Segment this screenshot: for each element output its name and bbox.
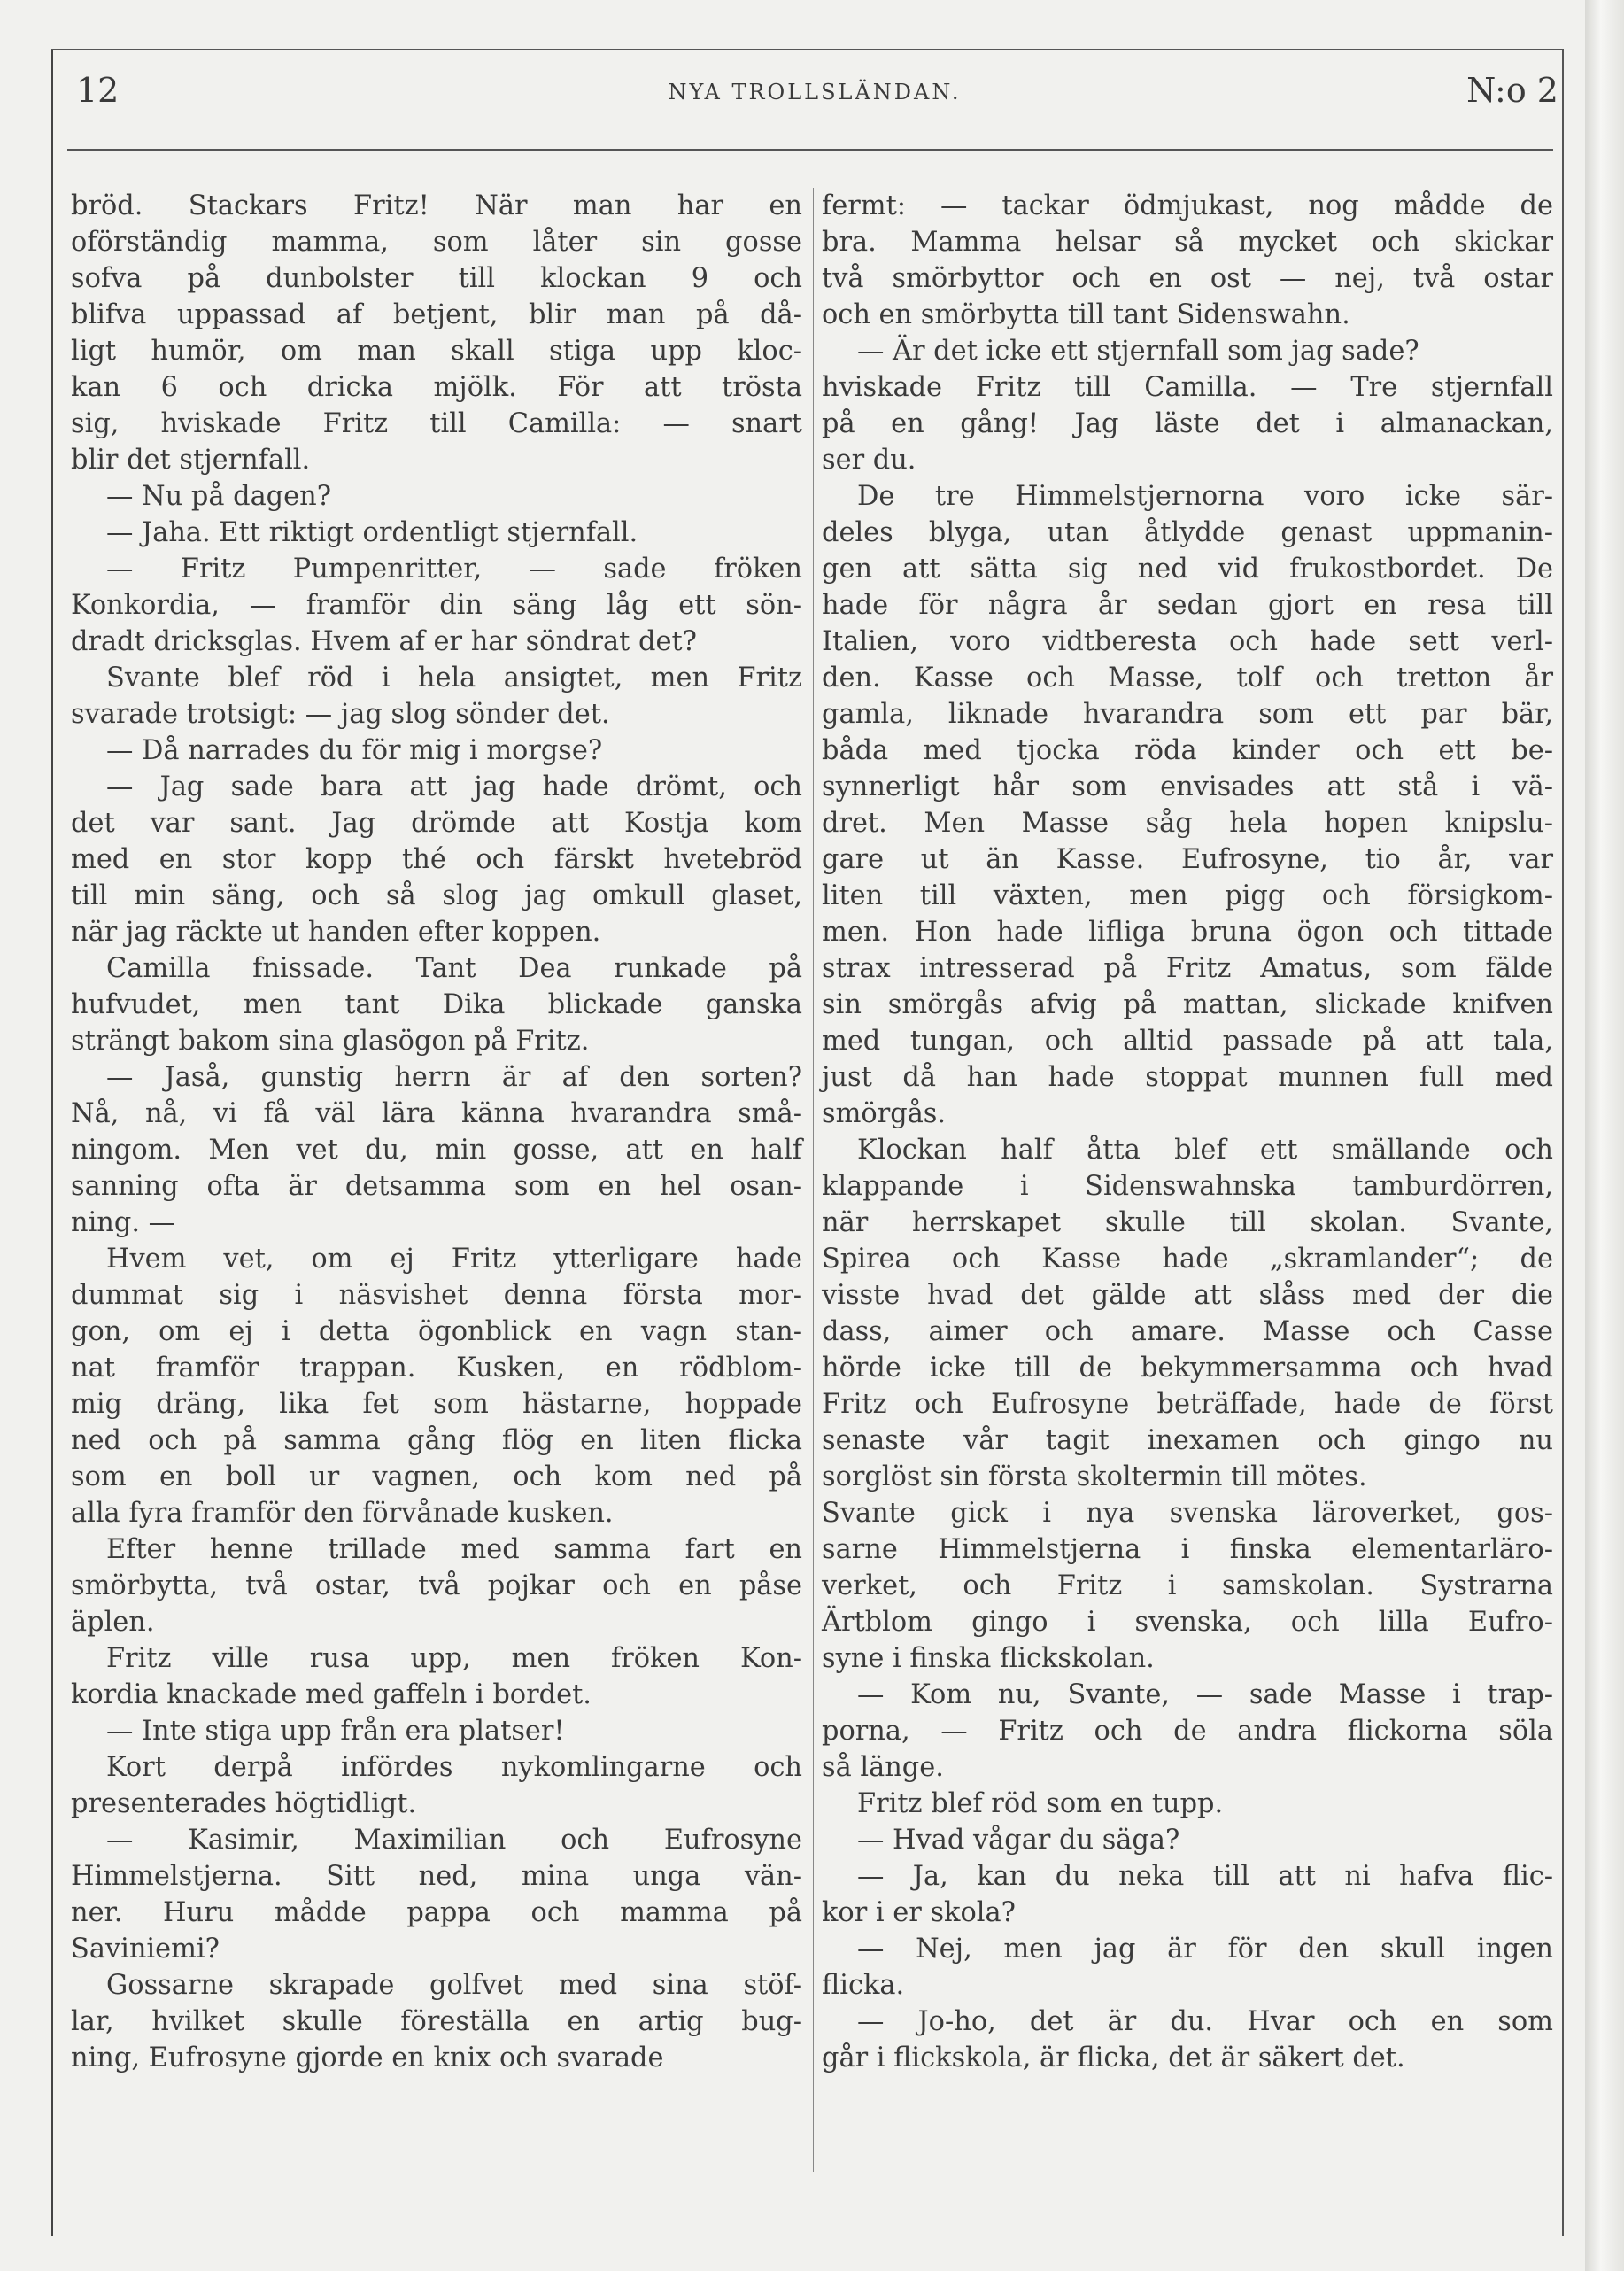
text-line: dradt dricksglas. Hvem af er har söndrat det? — [71, 626, 697, 657]
text-line: synnerligt hår som envisades att stå i vä- — [822, 771, 1553, 802]
text-line: deles blyga, utan åtlydde genast uppmanin- — [822, 517, 1553, 548]
text-line: som en boll ur vagnen, och kom ned på — [71, 1461, 802, 1492]
text-line: Nå, nå, vi få väl lära känna hvarandra små- — [71, 1098, 802, 1129]
text-line: hörde icke till de bekymmersamma och hvad — [822, 1353, 1553, 1384]
text-line: hade för några år sedan gjort en resa till — [822, 590, 1553, 621]
text-line: Kort derpå infördes nykomlingarne och — [106, 1752, 802, 1783]
frame-right-border — [1562, 49, 1564, 2236]
text-line: smörbytta, två ostar, två pojkar och en påse — [71, 1570, 802, 1601]
text-line: liten till växten, men pigg och försigkom- — [822, 880, 1553, 911]
text-line: — Är det icke ett stjernfall som jag sade? — [857, 336, 1419, 367]
text-line: smörgås. — [822, 1098, 947, 1129]
text-line: sanning ofta är detsamma som en hel osan- — [71, 1171, 802, 1202]
text-line: när herrskapet skulle till skolan. Svante, — [822, 1207, 1553, 1238]
text-line: men. Hon hade lifliga bruna ögon och tittade — [822, 917, 1553, 948]
text-line: sarne Himmelstjerna i finska elementarläro- — [822, 1534, 1553, 1565]
text-line: ning. — — [71, 1207, 176, 1238]
text-line: nat framför trappan. Kusken, en rödblom- — [71, 1353, 802, 1384]
text-line: lar, hvilket skulle föreställa en artig bug- — [71, 2006, 802, 2037]
text-line: oförständig mamma, som låter sin gosse — [71, 227, 802, 258]
text-line: mig dräng, lika fet som hästarne, hoppade — [71, 1389, 802, 1420]
text-line: så länge. — [822, 1752, 944, 1783]
text-line: — Då narrades du för mig i morgse? — [106, 735, 603, 766]
text-line: äplen. — [71, 1607, 155, 1638]
text-line: Saviniemi? — [71, 1934, 220, 1965]
text-line: dret. Men Masse såg hela hopen knipslu- — [822, 808, 1553, 839]
text-line: kan 6 och dricka mjölk. För att trösta — [71, 372, 802, 403]
text-line: fermt: — tackar ödmjukast, nog mådde de — [822, 190, 1553, 221]
text-line: — Nej, men jag är för den skull ingen — [857, 1934, 1553, 1965]
text-line: Svante gick i nya svenska läroverket, gos- — [822, 1498, 1553, 1529]
text-line: alla fyra framför den förvånade kusken. — [71, 1498, 614, 1529]
text-line: — Jaha. Ett riktigt ordentligt stjernfall. — [106, 517, 638, 548]
text-line: Gossarne skrapade golfvet med sina stöf- — [106, 1970, 802, 2001]
text-line: flicka. — [822, 1970, 905, 2001]
text-line: — Nu på dagen? — [106, 481, 331, 512]
text-line: hufvudet, men tant Dika blickade ganska — [71, 989, 802, 1020]
text-line: på en gång! Jag läste det i almanackan, — [822, 408, 1553, 439]
text-line: Konkordia, — framför din säng låg ett sön- — [71, 590, 802, 621]
text-line: går i flickskola, är flicka, det är säkert det. — [822, 2042, 1405, 2073]
text-line: Svante blef röd i hela ansigtet, men Fritz — [106, 663, 802, 694]
text-line: sig, hviskade Fritz till Camilla: — snart — [71, 408, 802, 439]
text-line: — Jo-ho, det är du. Hvar och en som — [857, 2006, 1553, 2037]
journal-title: NYA TROLLSLÄNDAN. — [668, 80, 962, 105]
text-line: båda med tjocka röda kinder och ett be- — [822, 735, 1553, 766]
text-line: — Ja, kan du neka till att ni hafva flic- — [857, 1861, 1553, 1892]
text-line: dummat sig i näsvishet denna första mor- — [71, 1280, 802, 1311]
text-line: ner. Huru mådde pappa och mamma på — [71, 1897, 802, 1928]
text-line: visste hvad det gälde att slåss med der die — [822, 1280, 1553, 1311]
text-line: ser du. — [822, 445, 916, 476]
text-line: De tre Himmelstjernorna voro icke sär- — [857, 481, 1553, 512]
text-line: gon, om ej i detta ögonblick en vagn stan- — [71, 1316, 802, 1347]
text-line: just då han hade stoppat munnen full med — [822, 1062, 1553, 1093]
text-line: strängt bakom sina glasögon på Fritz. — [71, 1026, 590, 1057]
text-line: — Kom nu, Svante, — sade Masse i trap- — [857, 1679, 1553, 1710]
issue-number: N:o 2 — [1466, 71, 1558, 110]
text-line: och en smörbytta till tant Sidenswahn. — [822, 299, 1350, 330]
text-line: Ärtblom gingo i svenska, och lilla Eufro- — [822, 1607, 1553, 1638]
text-line: den. Kasse och Masse, tolf och tretton år — [822, 663, 1553, 694]
text-line: till min säng, och så slog jag omkull glaset, — [71, 880, 802, 911]
text-line: syne i finska flickskolan. — [822, 1643, 1155, 1674]
text-line: — Inte stiga upp från era platser! — [106, 1716, 565, 1747]
text-line: strax intresserad på Fritz Amatus, som fälde — [822, 953, 1553, 984]
text-line: Fritz ville rusa upp, men fröken Kon- — [106, 1643, 802, 1674]
text-line: porna, — Fritz och de andra flickorna söla — [822, 1716, 1553, 1747]
text-line: senaste vår tagit inexamen och gingo nu — [822, 1425, 1553, 1456]
right-text-column — [822, 188, 1553, 2076]
text-line: sin smörgås afvig på mattan, slickade knifven — [822, 989, 1553, 1020]
text-line: kordia knackade med gaffeln i bordet. — [71, 1679, 592, 1710]
text-line: bröd. Stackars Fritz! När man har en — [71, 190, 802, 221]
text-line: Spirea och Kasse hade „skramlander“; de — [822, 1244, 1553, 1275]
text-line: dass, aimer och amare. Masse och Casse — [822, 1316, 1553, 1347]
text-line: ned och på samma gång flög en liten flicka — [71, 1425, 802, 1456]
page-header — [71, 71, 1558, 124]
text-line: — Kasimir, Maximilian och Eufrosyne — [106, 1825, 802, 1856]
text-line: Efter henne trillade med samma fart en — [106, 1534, 802, 1565]
text-line: — Hvad vågar du säga? — [857, 1825, 1180, 1856]
text-line: sorglöst sin första skoltermin till mötes. — [822, 1461, 1367, 1492]
text-line: Fritz blef röd som en tupp. — [857, 1788, 1224, 1819]
text-line: kor i er skola? — [822, 1897, 1016, 1928]
text-line: verket, och Fritz i samskolan. Systrarna — [822, 1570, 1553, 1601]
text-line: ningom. Men vet du, min gosse, att en half — [71, 1135, 802, 1166]
text-line: gamla, liknade hvarandra som ett par bär, — [822, 699, 1553, 730]
text-line: — Jag sade bara att jag hade drömt, och — [106, 771, 802, 802]
frame-top-border — [51, 49, 1564, 50]
left-text-column — [71, 188, 802, 2076]
text-line: med en stor kopp thé och färskt hvetebröd — [71, 844, 802, 875]
text-line: gare ut än Kasse. Eufrosyne, tio år, var — [822, 844, 1553, 875]
page-number: 12 — [76, 71, 120, 110]
text-line: — Fritz Pumpenritter, — sade fröken — [106, 554, 802, 585]
text-line: när jag räckte ut handen efter koppen. — [71, 917, 601, 948]
text-line: blifva uppassad af betjent, blir man på då- — [71, 299, 802, 330]
frame-left-border — [51, 49, 53, 2236]
text-line: sofva på dunbolster till klockan 9 och — [71, 263, 802, 294]
text-line: det var sant. Jag drömde att Kostja kom — [71, 808, 802, 839]
text-line: bra. Mamma helsar så mycket och skickar — [822, 227, 1553, 258]
text-line: ligt humör, om man skall stiga upp kloc- — [71, 336, 802, 367]
text-line: Hvem vet, om ej Fritz ytterligare hade — [106, 1244, 802, 1275]
text-line: Klockan half åtta blef ett smällande och — [857, 1135, 1553, 1166]
text-line: gen att sätta sig ned vid frukostbordet. De — [822, 554, 1553, 585]
text-line: Italien, voro vidtberesta och hade sett verl- — [822, 626, 1553, 657]
text-line: hviskade Fritz till Camilla. — Tre stjernfall — [822, 372, 1553, 403]
text-line: — Jaså, gunstig herrn är af den sorten? — [106, 1062, 802, 1093]
text-line: svarade trotsigt: — jag slog sönder det. — [71, 699, 610, 730]
text-line: klappande i Sidenswahnska tamburdörren, — [822, 1171, 1553, 1202]
column-divider — [813, 188, 814, 2172]
text-line: Fritz och Eufrosyne beträffade, hade de först — [822, 1389, 1553, 1420]
text-line: ning, Eufrosyne gjorde en knix och svarade — [71, 2042, 664, 2073]
text-line: blir det stjernfall. — [71, 445, 311, 476]
page-edge — [1585, 0, 1624, 2271]
text-line: med tungan, och alltid passade på att tala, — [822, 1026, 1553, 1057]
text-line: två smörbyttor och en ost — nej, två ostar — [822, 263, 1553, 294]
text-line: Camilla fnissade. Tant Dea runkade på — [106, 953, 802, 984]
header-rule — [67, 149, 1553, 151]
text-line: presenterades högtidligt. — [71, 1788, 417, 1819]
text-line: Himmelstjerna. Sitt ned, mina unga vän- — [71, 1861, 802, 1892]
